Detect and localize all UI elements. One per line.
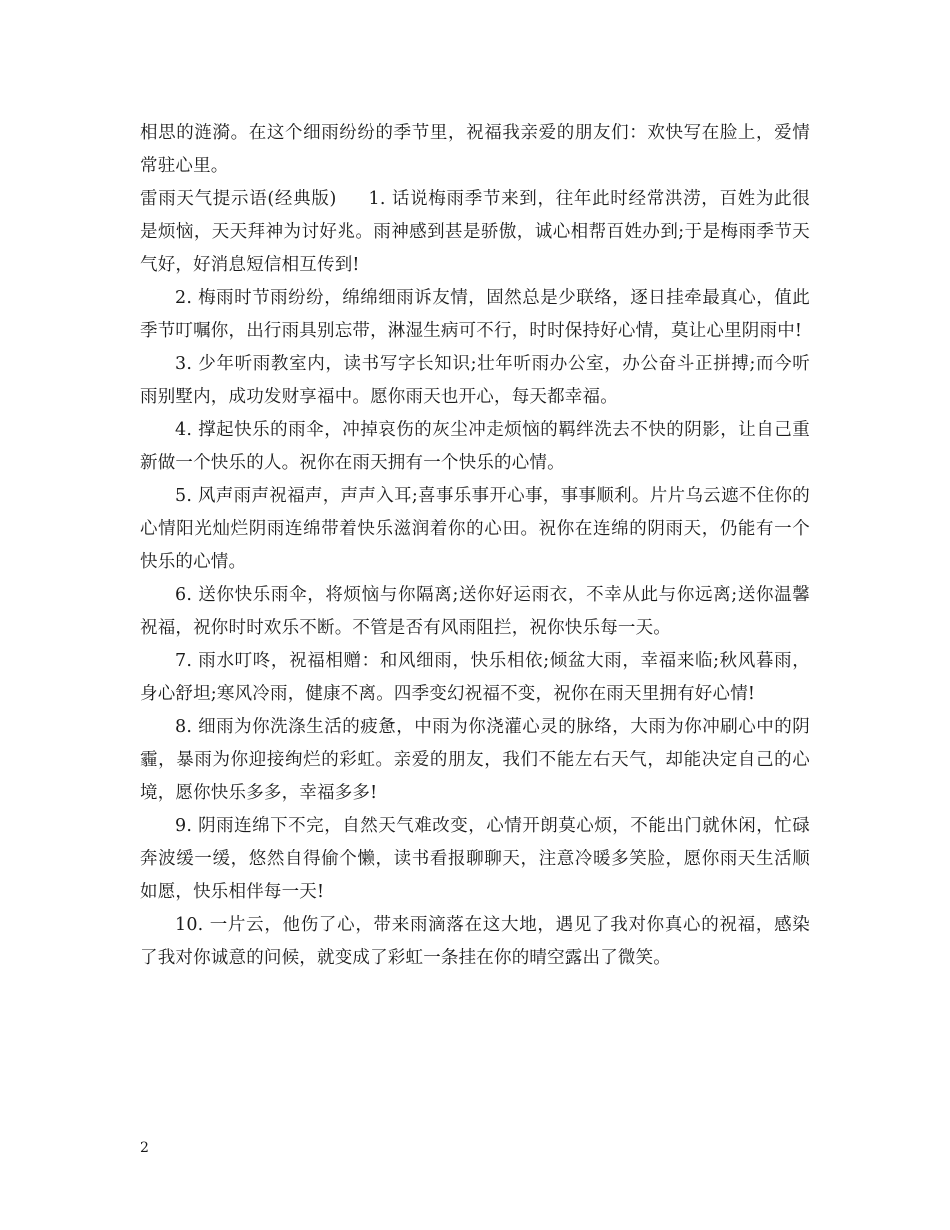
item-6: 6. 送你快乐雨伞，将烦恼与你隔离;送你好运雨衣，不幸从此与你远离;送你温馨祝福，祝你时时欢乐不断。不管是否有风雨阻拦，祝你快乐每一天。 [140,585,810,638]
item-10: 10. 一片云，他伤了心，带来雨滴落在这大地，遇见了我对你真心的祝福，感染了我对你诚意的问候，就变成了彩虹一条挂在你的晴空露出了微笑。 [140,915,810,968]
item-9: 9. 阴雨连绵下不完，自然天气难改变，心情开朗莫心烦，不能出门就休闲，忙碌奔波缓一缓，悠然自得偷个懒，读书看报聊聊天，注意冷暖多笑脸，愿你雨天生活顺如愿，快乐相伴每一天! [140,816,810,902]
section-heading: 雷雨天气提示语(经典版) [140,189,337,209]
item-8: 8. 细雨为你洗涤生活的疲惫，中雨为你浇灌心灵的脉络，大雨为你冲刷心中的阴霾，暴雨为你迎接绚烂的彩虹。亲爱的朋友，我们不能左右天气，却能决定自己的心境，愿你快乐多多，幸福多多! [140,717,810,803]
item-1: 1. 话说梅雨季节来到，往年此时经常洪涝，百姓为此很是烦恼，天天拜神为讨好兆。雨神感到甚是骄傲，诚心相帮百姓办到;于是梅雨季节天气好，好消息短信相互传到! [140,189,810,275]
lead-paragraph: 相思的涟漪。在这个细雨纷纷的季节里，祝福我亲爱的朋友们：欢快写在脸上，爱情常驻心里。 [140,123,810,176]
first-item-paragraph [140,183,810,282]
item-4: 4. 撑起快乐的雨伞，冲掉哀伤的灰尘冲走烦恼的羁绊洗去不快的阴影，让自己重新做一个快乐的人。祝你在雨天拥有一个快乐的心情。 [140,420,810,473]
item-3: 3. 少年听雨教室内，读书写字长知识;壮年听雨办公室，办公奋斗正拼搏;而今听雨别墅内，成功发财享福中。愿你雨天也开心，每天都幸福。 [140,354,810,407]
item-5: 5. 风声雨声祝福声，声声入耳;喜事乐事开心事，事事顺利。片片乌云遮不住你的心情阳光灿烂阴雨连绵带着快乐滋润着你的心田。祝你在连绵的阴雨天，仍能有一个快乐的心情。 [140,486,810,572]
item-2: 2. 梅雨时节雨纷纷，绵绵细雨诉友情，固然总是少联络，逐日挂牵最真心，值此季节叮嘱你，出行雨具别忘带，淋湿生病可不行，时时保持好心情，莫让心里阴雨中! [140,288,810,341]
body-text [140,117,810,975]
item-7: 7. 雨水叮咚，祝福相赠：和风细雨，快乐相依;倾盆大雨，幸福来临;秋风暮雨，身心舒坦;寒风冷雨，健康不离。四季变幻祝福不变，祝你在雨天里拥有好心情! [140,651,810,704]
page-number: 2 [140,1140,149,1156]
